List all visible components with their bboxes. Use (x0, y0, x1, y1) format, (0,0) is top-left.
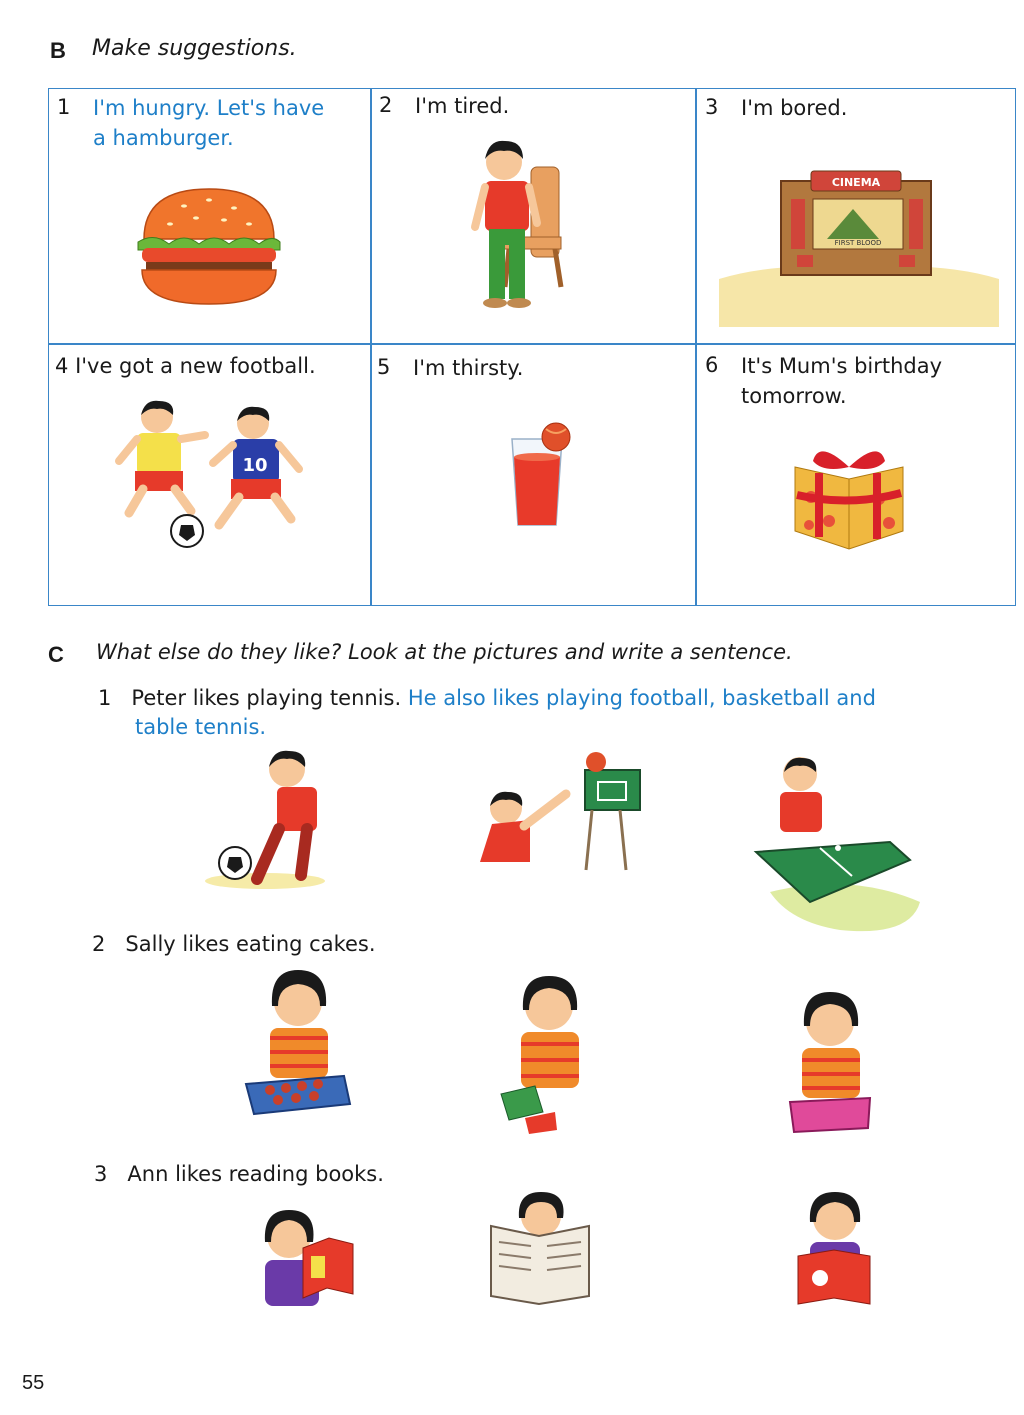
cinema-sign: CINEMA (831, 176, 881, 189)
juice-glass-illustration (504, 417, 584, 532)
section-c-letter: C (48, 642, 64, 667)
section-c-title: What else do they like? Look at the pictures and write a sentence. (96, 640, 793, 664)
jersey-number: 10 (242, 455, 268, 476)
cell-3-text: I'm bored. (741, 96, 848, 120)
sally-cakes-picture-1 (240, 962, 355, 1132)
football-boys-illustration (109, 399, 319, 555)
cell-4-text: 4 I've got a new football. (55, 354, 316, 378)
ann-reading-picture-2 (485, 1192, 595, 1307)
c-item-3: 3 Ann likes reading books. (94, 1162, 384, 1186)
suggestions-grid (48, 88, 1016, 606)
sally-cakes-picture-2 (495, 972, 600, 1142)
cell-1-number: 1 (57, 95, 71, 119)
page-number: 55 (22, 1372, 45, 1394)
cell-5-number: 5 (377, 355, 391, 379)
peter-basketball-picture (470, 750, 650, 875)
ann-reading-picture-1 (255, 1208, 360, 1313)
section-b-letter: B (50, 38, 66, 63)
gift-box-illustration (789, 439, 909, 551)
tired-boy-illustration (449, 137, 579, 317)
sally-cakes-picture-3 (780, 990, 880, 1140)
peter-football-picture (195, 745, 365, 895)
cell-1-text: I'm hungry. Let's have a hamburger. (93, 96, 325, 150)
cinema-illustration (719, 169, 999, 329)
cell-2-text: I'm tired. (415, 94, 510, 118)
cell-5-text: I'm thirsty. (413, 356, 524, 380)
cell-6-text: It's Mum's birthday tomorrow. (741, 354, 943, 408)
section-b-title: Make suggestions. (92, 36, 297, 61)
hamburger-illustration (134, 184, 284, 309)
cell-2-number: 2 (379, 93, 393, 117)
movie-title: FIRST BLOOD (834, 239, 882, 247)
c-item-1: 1 Peter likes playing tennis. He also likes playing football, basketball and table tennis. (98, 686, 876, 739)
cell-6-number: 6 (705, 353, 719, 377)
peter-table-tennis-picture (750, 752, 930, 937)
c-item-2: 2 Sally likes eating cakes. (92, 932, 376, 956)
cell-3-number: 3 (705, 95, 719, 119)
ann-reading-picture-3 (790, 1190, 880, 1310)
